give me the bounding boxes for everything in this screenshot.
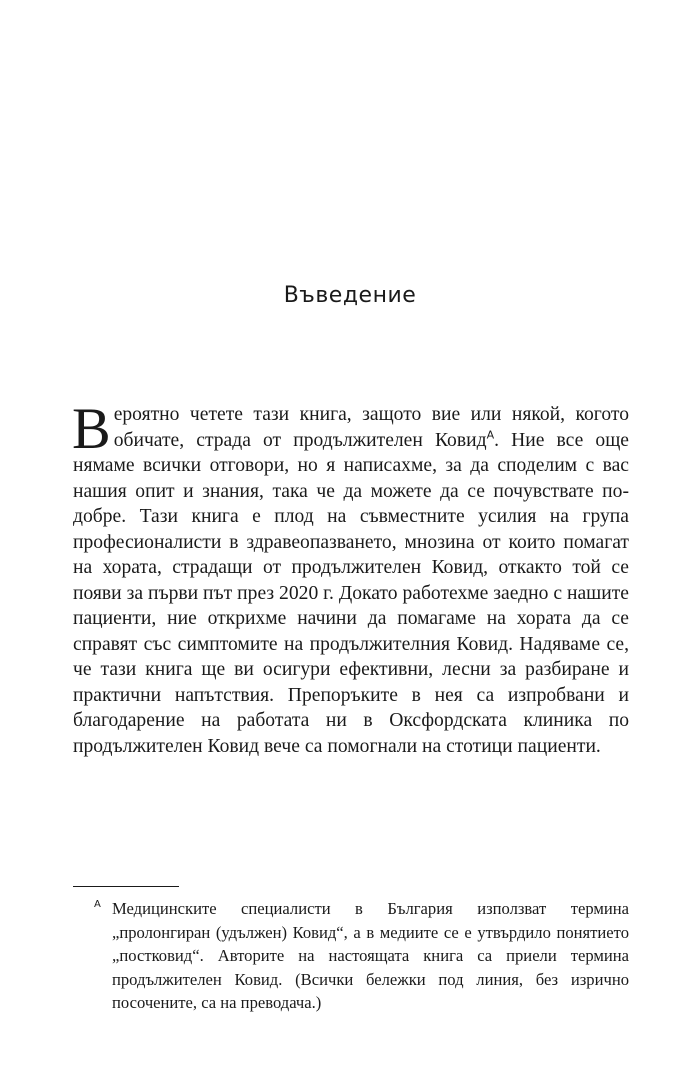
footnote-reference: А — [486, 427, 495, 441]
footnote-divider — [73, 886, 179, 887]
paragraph-text-end: . Ние все още нямаме всички отговори, но я написахме, за да споделим с вас нашия опит и знания, така че да можете да се почувствате по-добре. Тази книга е плод на съвместните усилия на група професионалисти в здравеопазването, мнозина от които помагат на хората, страдащи от продължителен Ковид, откакто той се появи за първи път през 2020 г. Докато работехме заедно с нашите пациенти, ние открихме начини да помагаме на хората да се справят със симптомите на продължителния Ковид. Надяваме се, че тази книга ще ви осигури ефективни, лесни за разбиране и практични напътствия. Препоръките в нея са изпробвани и благодарение на работата ни в Оксфордската клиника по продължителен Ковид вече са помогнали на стотици пациенти. — [73, 429, 629, 757]
intro-paragraph — [72, 396, 629, 759]
footnote-text: Медицинските специалисти в България използват термина „пролонгиран (удължен) Ковид“, а в медиите се е утвърдило понятието „постковид“. Авторите на настоящата книга са приели термина продължителен Ковид. (Всички бележки под линия, без изрично посочените, са на преводача.) — [112, 899, 629, 1012]
paragraph-text-start: ероятно четете тази книга, защото вие или някой, когото обичате, страда от продължителен Ковид — [113, 404, 629, 451]
drop-cap: В — [72, 396, 111, 461]
chapter-title: Въведение — [283, 283, 417, 308]
footnote-marker: А — [94, 899, 101, 910]
footnote — [94, 897, 629, 1015]
